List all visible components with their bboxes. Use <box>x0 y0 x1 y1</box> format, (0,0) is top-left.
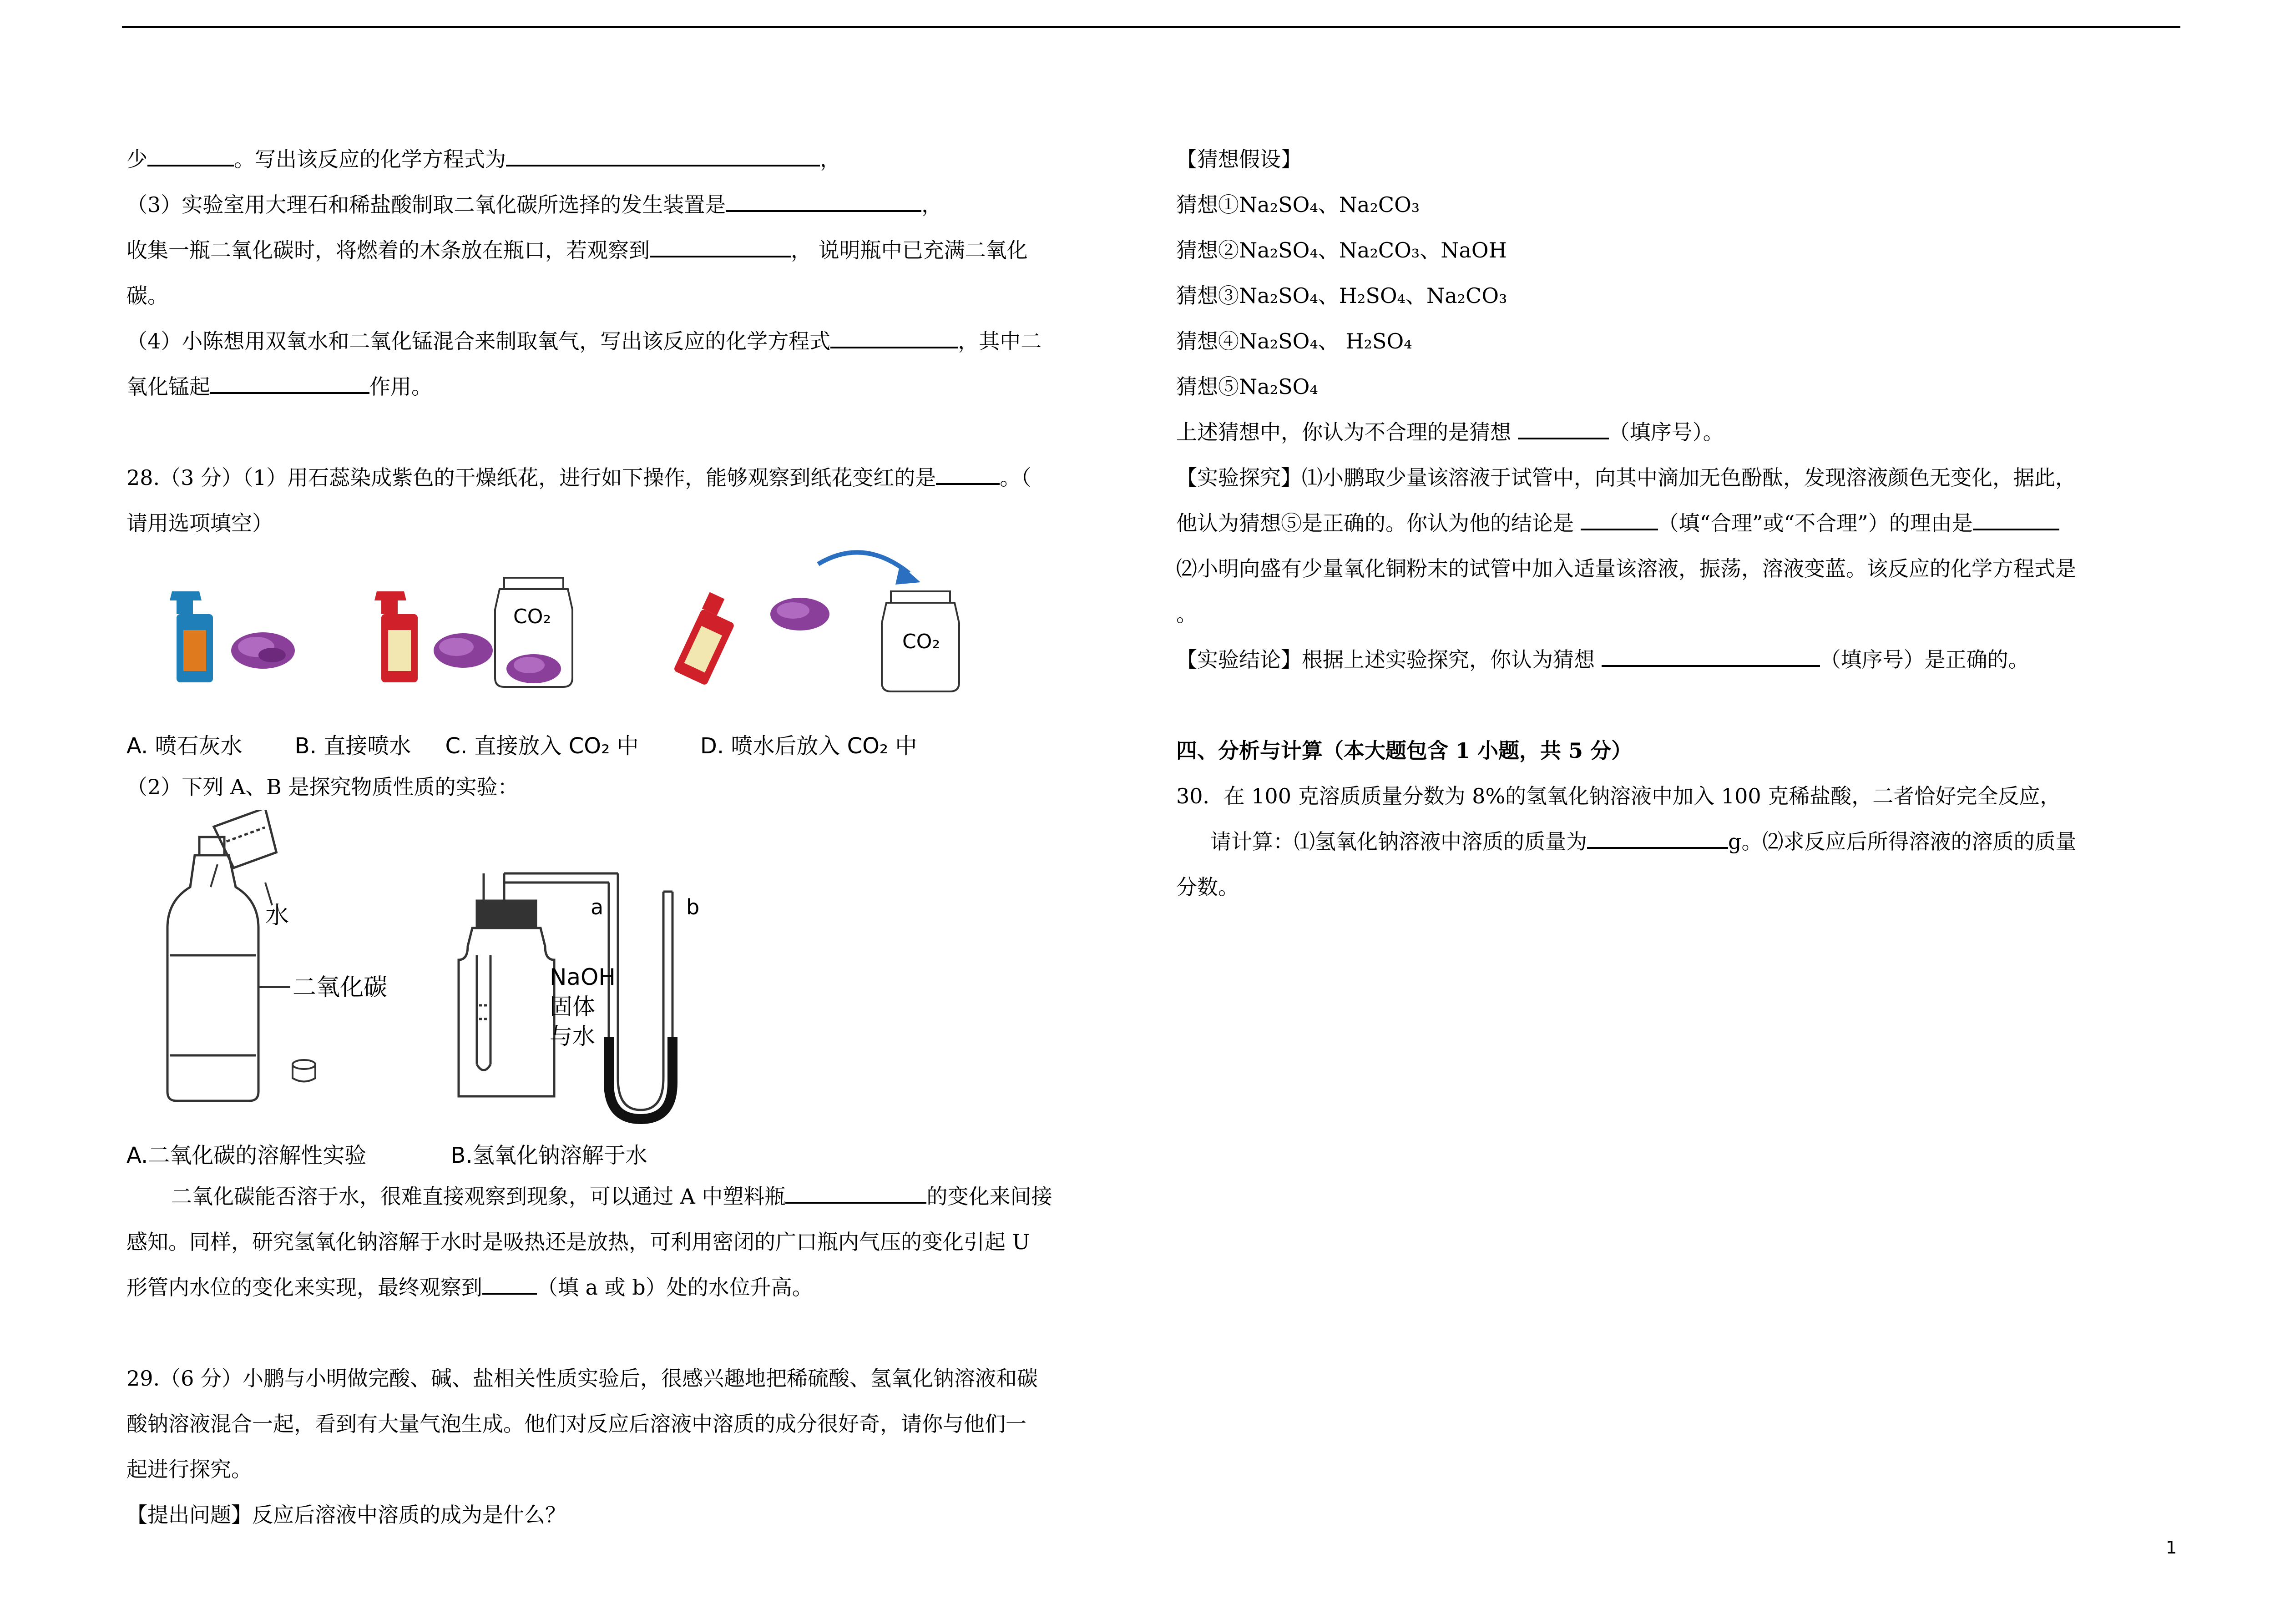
answer-blank[interactable] <box>1518 415 1609 439</box>
text-line: 形管内水位的变化来实现，最终观察到 （填 a 或 b）处的水位升高。 <box>126 1265 1141 1310</box>
u-tube-icon <box>609 873 672 1119</box>
dissolution-illustration <box>126 810 809 1137</box>
answer-blank[interactable] <box>1602 642 1820 667</box>
text-line: 收集一瓶二氧化碳时，将燃着的木条放在瓶口，若观察到 ， 说明瓶中已充满二氧化 <box>126 227 1141 273</box>
text-line: 【实验结论】根据上述实验探究，你认为猜想 （填序号）是正确的。 <box>1176 637 2195 682</box>
answer-blank[interactable] <box>726 187 921 212</box>
svg-text:二氧化碳: 二氧化碳 <box>293 974 388 1001</box>
svg-text:固体: 固体 <box>550 994 595 1020</box>
answer-blank[interactable] <box>482 1270 537 1295</box>
figure-caption-row: A. 喷石灰水 B. 直接喷水 C. 直接放入 CO₂ 中 D. 喷水后放入 CO₂ 中 <box>126 733 917 759</box>
svg-text:b: b <box>686 895 700 919</box>
top-rule <box>122 26 2180 28</box>
hypothesis-4: 猜想④Na₂SO₄、 H₂SO₄ <box>1176 329 1412 353</box>
hypothesis-3: 猜想③Na₂SO₄、H₂SO₄、Na₂CO₃ <box>1176 283 1507 308</box>
dissolution-figure <box>126 810 1141 1137</box>
answer-blank[interactable] <box>1973 506 2059 530</box>
bottle-cap-icon <box>293 1060 315 1082</box>
hypothesis-1: 猜想①Na₂SO₄、Na₂CO₃ <box>1176 192 1420 217</box>
text-line: 上述猜想中，你认为不合理的是猜想 （填序号）。 <box>1176 409 2195 455</box>
co2-jar-icon <box>882 591 959 691</box>
flower-icon <box>231 632 295 669</box>
question-28: 28.（3 分）（1）用石蕊染成紫色的干燥纸花，进行如下操作，能够观察到纸花变红的是 。（ <box>126 455 1141 500</box>
right-column <box>1176 136 2195 910</box>
answer-blank[interactable] <box>210 369 369 394</box>
question-29: 29.（6 分）小鹏与小明做完酸、碱、盐相关性质实验后，很感兴趣地把稀硫酸、氢氧化钠溶液和碳 <box>126 1366 1038 1391</box>
sprayer-icon <box>170 591 213 682</box>
text-line: 他认为猜想⑤是正确的。你认为他的结论是 （填“合理”或“不合理”）的理由是 <box>1176 500 2195 546</box>
text-line: （2）下列 A、B 是探究物质性质的实验： <box>126 775 519 799</box>
answer-blank[interactable] <box>650 233 791 257</box>
left-column <box>126 136 1141 1538</box>
svg-text:a: a <box>591 895 604 919</box>
sprayer-icon <box>673 592 743 686</box>
answer-blank[interactable] <box>1587 824 1728 849</box>
flower-icon <box>434 633 493 668</box>
page-number: 1 <box>2166 1538 2177 1558</box>
answer-blank[interactable] <box>830 324 958 348</box>
co2-jar-icon <box>495 578 572 687</box>
text-line: 碳。 <box>126 283 168 308</box>
answer-blank[interactable] <box>785 1179 926 1204</box>
figure-caption-row: A.二氧化碳的溶解性实验 B.氢氧化钠溶解于水 <box>126 1143 647 1168</box>
svg-text:水: 水 <box>265 902 289 929</box>
text-line: （4）小陈想用双氧水和二氧化锰混合来制取氧气，写出该反应的化学方程式 ，其中二 <box>126 318 1141 364</box>
text-line: 酸钠溶液混合一起，看到有大量气泡生成。他们对反应后溶液中溶质的成分很好奇，请你与他们一 <box>126 1412 1026 1436</box>
svg-text:CO₂: CO₂ <box>902 630 940 653</box>
question-30: 30．在 100 克溶质质量分数为 8%的氢氧化钠溶液中加入 100 克稀盐酸，二者恰好完全反应， <box>1176 784 2061 808</box>
text-line: 二氧化碳能否溶于水，很难直接观察到现象，可以通过 A 中塑料瓶 的变化来间接 <box>126 1174 1141 1219</box>
text-line: 氧化锰起 作用。 <box>126 364 1141 409</box>
sprayer-icon <box>374 591 418 682</box>
paper-flower-illustration <box>126 546 1082 728</box>
paper-flower-figure <box>126 546 1141 728</box>
text-line: 。 <box>1176 602 1197 626</box>
hypothesis-2: 猜想②Na₂SO₄、Na₂CO₃、NaOH <box>1176 238 1507 262</box>
text-line: （3）实验室用大理石和稀盐酸制取二氧化碳所选择的发生装置是 ， <box>126 182 1141 227</box>
text-line: 少 。写出该反应的化学方程式为 ， <box>126 136 1141 182</box>
text-line: 【提出问题】反应后溶液中溶质的成为是什么？ <box>126 1503 566 1527</box>
text-line: 请用选项填空） <box>126 511 273 535</box>
answer-blank[interactable] <box>936 460 1000 485</box>
text-line: 感知。同样，研究氢氧化钠溶解于水时是吸热还是放热，可利用密闭的广口瓶内气压的变化引起 U <box>126 1230 1030 1254</box>
text-line: ⑵小明向盛有少量氧化铜粉末的试管中加入适量该溶液，振荡，溶液变蓝。该反应的化学方程式是 <box>1176 556 2076 581</box>
answer-blank[interactable] <box>147 142 234 166</box>
svg-text:CO₂: CO₂ <box>513 605 551 628</box>
answer-blank[interactable] <box>506 142 820 166</box>
section-title: 四、分析与计算（本大题包含 1 小题，共 5 分） <box>1176 738 1633 763</box>
text-line: 请计算：⑴氢氧化钠溶液中溶质的质量为 g。⑵求反应后所得溶液的溶质的质量 <box>1176 819 2195 864</box>
svg-text:与水: 与水 <box>550 1023 595 1049</box>
text-line: 【实验探究】⑴小鹏取少量该溶液于试管中，向其中滴加无色酚酞，发现溶液颜色无变化，据此， <box>1176 465 2076 490</box>
section-heading: 【猜想假设】 <box>1176 147 1302 171</box>
hypothesis-5: 猜想⑤Na₂SO₄ <box>1176 374 1318 399</box>
flower-icon <box>770 598 829 630</box>
text-line: 分数。 <box>1176 875 1239 899</box>
answer-blank[interactable] <box>1581 506 1658 530</box>
svg-text:NaOH: NaOH <box>550 964 616 990</box>
arrow-icon <box>818 552 909 573</box>
text-line: 起进行探究。 <box>126 1457 252 1482</box>
